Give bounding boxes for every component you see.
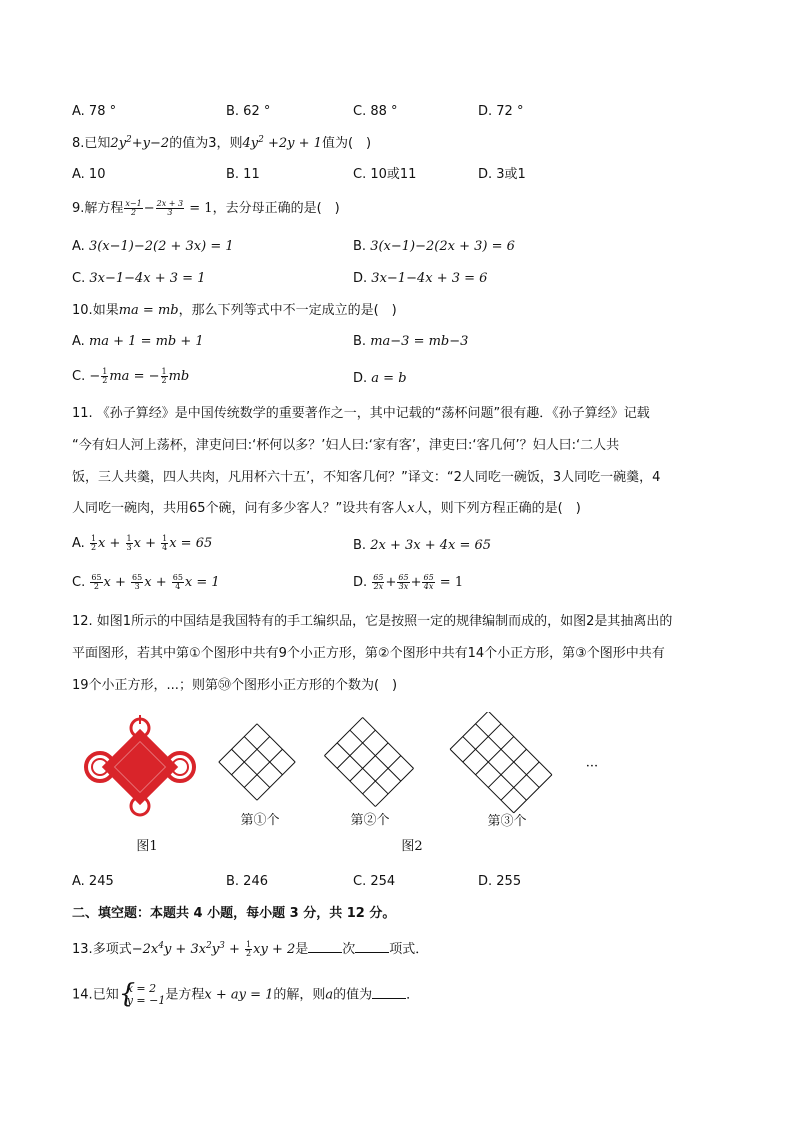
q12-line-3: 19个小正方形，...；则第㊿个图形小正方形的个数为( ) — [72, 678, 398, 693]
grid-figure-1-caption: 第①个 — [240, 813, 280, 828]
section-2-heading: 二、填空题：本题共 4 小题，每小题 3 分，共 12 分。 — [72, 906, 396, 921]
q9-option-d: D. 3x−1−4x + 3 = 6 — [353, 271, 488, 286]
q8-option-a: A. 10 — [72, 167, 106, 182]
q8-option-b: B. 11 — [226, 167, 260, 182]
chinese-knot-image — [86, 715, 194, 815]
grid-line — [450, 749, 514, 813]
grid-line — [476, 724, 540, 788]
brace-symbol: { — [118, 979, 136, 1009]
q9-option-a: A. 3(x−1)−2(2 + 3x) = 1 — [72, 239, 234, 254]
q8-option-d: D. 3或1 — [478, 167, 526, 182]
q12-figures — [0, 712, 794, 882]
q7-option-b: B. 62 ° — [226, 104, 271, 119]
q7-option-d: D. 72 ° — [478, 104, 524, 119]
q11-option-d: D. $\frac{65}{2x}$ + $\frac{65}{3x}$ + $\frac{65}{4x}$ = 1 — [353, 573, 464, 591]
q7-option-c: C. 88 ° — [353, 104, 398, 119]
q13-blank-1[interactable] — [308, 940, 342, 953]
grid-figure-1 — [219, 724, 295, 800]
q11-option-a: A. $\frac{1}{2}$ x + $\frac{1}{3}$ x + $\frac{1}{4}$ x = 65 — [72, 534, 213, 552]
grid-line — [463, 737, 527, 801]
q13-blank-2[interactable] — [355, 940, 389, 953]
q11-option-b: B. 2x + 3x + 4x = 65 — [353, 538, 492, 553]
q10-stem: 10.如果ma = mb，那么下列等式中不一定成立的是( ) — [72, 303, 397, 318]
grid-figure-2-caption: 第②个 — [350, 813, 390, 828]
q12-option-a: A. 245 — [72, 874, 114, 889]
grid-figure-3 — [450, 712, 552, 813]
q8-option-c: C. 10或11 — [353, 167, 417, 182]
q12-option-b: B. 246 — [226, 874, 268, 889]
q12-line-2: 平面图形，若其中第①个图形中共有9个小正方形，第②个图形中共有14个小正方形，第③个图形中共有 — [72, 646, 665, 661]
q9-option-c: C. 3x−1−4x + 3 = 1 — [72, 271, 206, 286]
fig1-caption: 图1 — [136, 839, 158, 854]
grid-figure-3-caption: 第③个 — [487, 814, 527, 829]
q10-option-a: A. ma + 1 = mb + 1 — [72, 334, 204, 349]
q14-stem: 14.已知 { x = 2 y = −1 是方程x + ay = 1的解，则a的值为 ． — [72, 979, 420, 1009]
q11-line-3: 饭，三人共羹，四人共肉，凡用杯六十五’，不知客几何？”译文：“2人同吃一碗饭，3人同吃一碗羹，4 — [72, 470, 661, 485]
q12-option-d: D. 255 — [478, 874, 522, 889]
q14-blank[interactable] — [372, 986, 406, 999]
q8-stem: 8.已知$2y^2+y-2$的值为3，则$4y^2 +2y + 1$值为( ) — [72, 135, 372, 151]
q13-stem: 13.多项式$-2x^4y + 3x^2y^3$ + $\frac{1}{2}$ xy + 2是 次 项式． — [72, 940, 429, 958]
q12-line-1: 12. 如图1所示的中国结是我国特有的手工编织品，它是按照一定的规律编制而成的，如图2是其抽离出的 — [72, 614, 673, 629]
q10-option-c: C. − $\frac{1}{2}$ ma = − $\frac{1}{2}$ mb — [72, 367, 190, 385]
fig2-caption: 图2 — [401, 839, 423, 854]
q10-option-b: B. ma−3 = mb−3 — [353, 334, 469, 349]
q11-option-c: C. $\frac{65}{2}$ x + $\frac{65}{3}$ x + $\frac{65}{4}$ x = 1 — [72, 573, 220, 591]
q11-line-1: 11. 《孙子算经》是中国传统数学的重要著作之一，其中记载的“荡杯问题”很有趣．《孙子算经》记载 — [72, 406, 650, 421]
grid-line — [488, 712, 552, 775]
q9-stem: 9.解方程 $\frac{x-1}{2}$ − $\frac{2x + 3}{3}$ = 1，去分母正确的是( ) — [72, 199, 340, 217]
q10-option-d: D. a = b — [353, 371, 407, 386]
q12-option-c: C. 254 — [353, 874, 396, 889]
q7-option-a: A. 78 ° — [72, 104, 117, 119]
continuation-dots: ··· — [585, 759, 599, 774]
q9-option-b: B. 3(x−1)−2(2x + 3) = 6 — [353, 239, 515, 254]
q11-line-2: “今有妇人河上荡杯，津吏问曰:‘杯何以多？’妇人曰:‘家有客’，津吏曰:‘客几何’？妇人曰:‘二人共 — [72, 438, 620, 453]
grid-figure-2 — [324, 717, 413, 806]
q11-line-4: 人同吃一碗肉，共用65个碗，问有多少客人？”设共有客人x人，则下列方程正确的是( ) — [72, 501, 581, 516]
